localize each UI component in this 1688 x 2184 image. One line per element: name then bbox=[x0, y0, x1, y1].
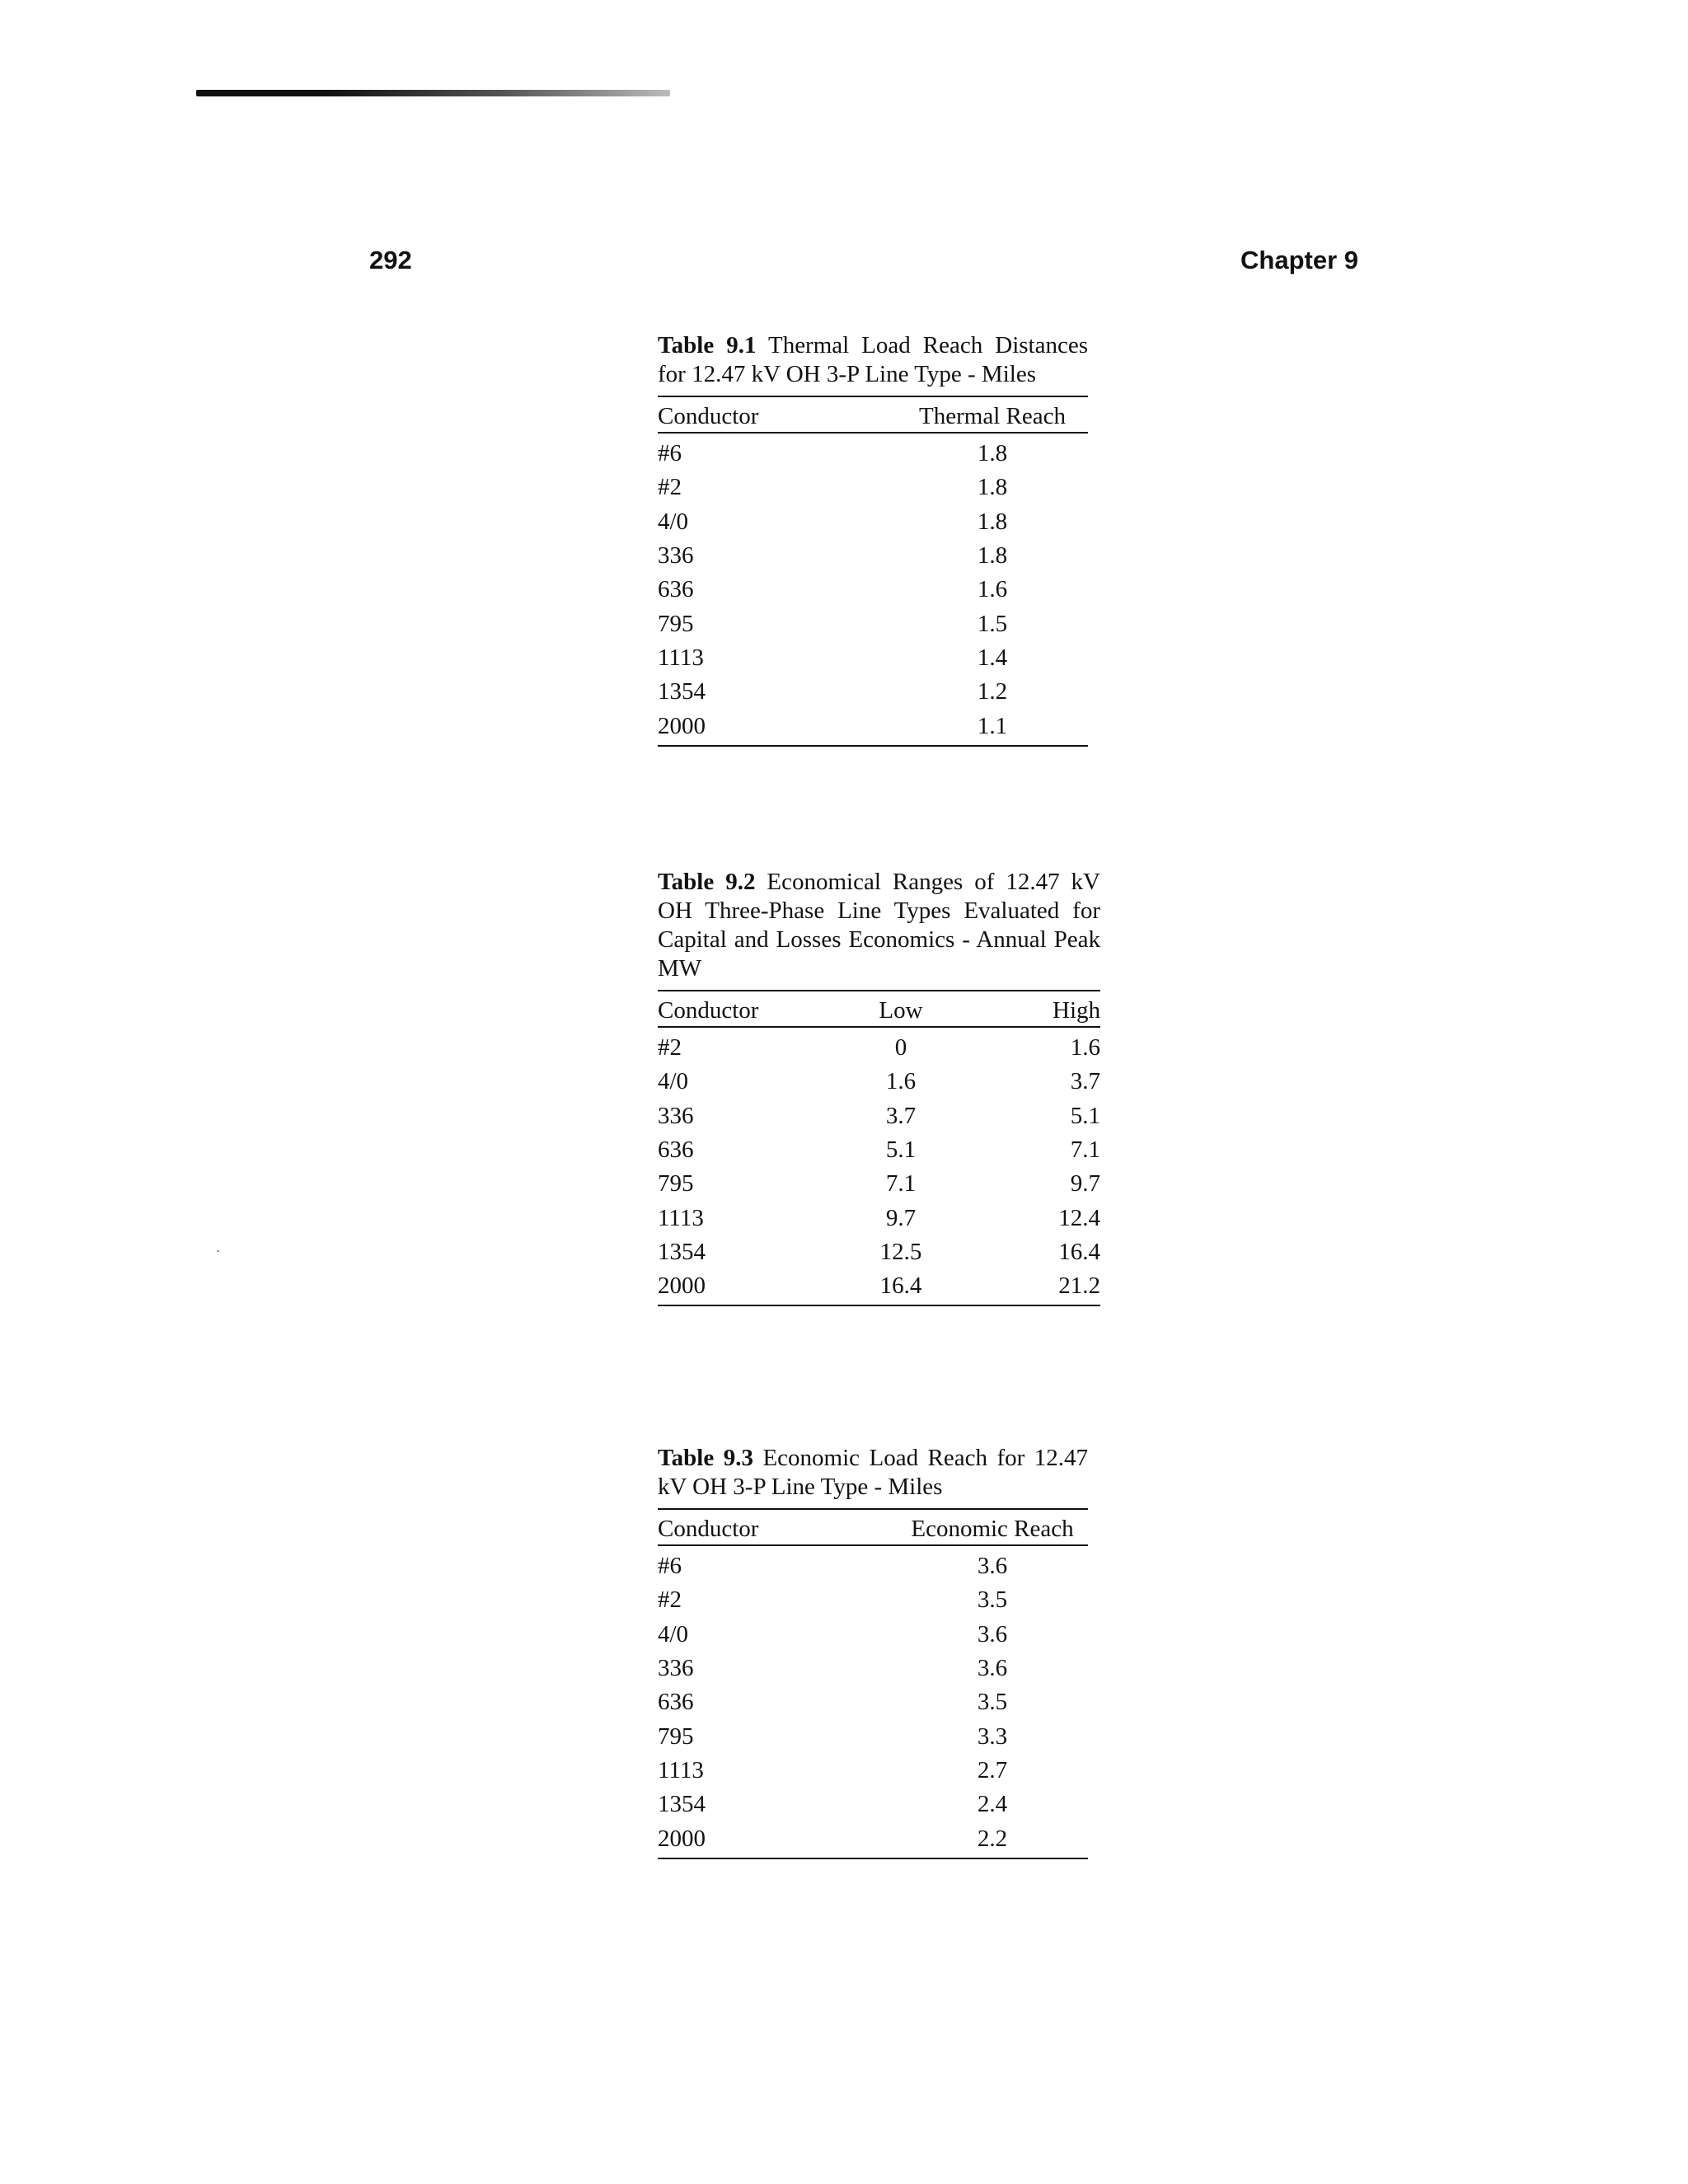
table-number: Table 9.2 bbox=[658, 869, 756, 895]
cell-conductor: 1113 bbox=[658, 1204, 704, 1231]
column-header-economic-reach: Economic Reach bbox=[911, 1515, 1074, 1542]
cell-conductor: 1354 bbox=[658, 678, 706, 705]
table-caption bbox=[658, 1444, 1088, 1502]
table-caption-text: Thermal Load Reach Distances for 12.47 kV OH 3-P Line Type - Miles bbox=[658, 332, 1088, 387]
column-header-conductor: Conductor bbox=[658, 1515, 759, 1542]
cell-high: 12.4 bbox=[1058, 1204, 1100, 1231]
cell-conductor: 1113 bbox=[658, 1756, 704, 1783]
table-row bbox=[658, 709, 1088, 743]
cell-high: 21.2 bbox=[1058, 1272, 1100, 1300]
table-caption-text: Economical Ranges of 12.47 kV OH Three-Phase Line Types Evaluated for Capital and Losses Economics - Annual Peak MW bbox=[658, 869, 1100, 982]
table-row bbox=[658, 437, 1088, 471]
cell-conductor: #2 bbox=[658, 1034, 682, 1062]
table-row bbox=[658, 1754, 1088, 1788]
table-row bbox=[658, 641, 1088, 675]
cell-thermal-reach: 1.6 bbox=[977, 576, 1008, 603]
column-header-conductor: Conductor bbox=[658, 402, 759, 429]
cell-low: 7.1 bbox=[885, 1170, 917, 1197]
cell-high: 5.1 bbox=[1070, 1102, 1100, 1129]
page-number: 292 bbox=[369, 246, 412, 274]
cell-conductor: 336 bbox=[658, 1102, 694, 1129]
cell-thermal-reach: 1.1 bbox=[977, 712, 1008, 739]
table-number: Table 9.3 bbox=[658, 1445, 753, 1471]
cell-thermal-reach: 1.8 bbox=[977, 474, 1008, 501]
table-caption-text: Economic Load Reach for 12.47 kV OH 3-P Line Type - Miles bbox=[658, 1445, 1088, 1500]
cell-low: 9.7 bbox=[885, 1204, 917, 1231]
table-row bbox=[658, 1167, 1100, 1201]
table-9-1 bbox=[658, 331, 1088, 747]
table-row bbox=[658, 1618, 1088, 1652]
table-row bbox=[658, 1031, 1100, 1065]
cell-economic-reach: 2.4 bbox=[977, 1791, 1008, 1818]
table-row bbox=[658, 573, 1088, 607]
cell-conductor: #6 bbox=[658, 440, 682, 467]
table-body bbox=[658, 1546, 1088, 1858]
table-row bbox=[658, 471, 1088, 504]
table-row bbox=[658, 675, 1088, 709]
table-number: Table 9.1 bbox=[658, 332, 757, 359]
cell-conductor: 2000 bbox=[658, 1825, 706, 1852]
cell-high: 16.4 bbox=[1058, 1238, 1100, 1265]
cell-conductor: 4/0 bbox=[658, 508, 689, 535]
cell-economic-reach: 3.6 bbox=[977, 1620, 1008, 1647]
table-row bbox=[658, 1065, 1100, 1099]
table-row bbox=[658, 539, 1088, 573]
cell-economic-reach: 2.2 bbox=[977, 1825, 1008, 1852]
cell-thermal-reach: 1.2 bbox=[977, 678, 1008, 705]
cell-high: 7.1 bbox=[1070, 1137, 1100, 1164]
cell-economic-reach: 3.6 bbox=[977, 1553, 1008, 1580]
cell-high: 3.7 bbox=[1070, 1068, 1100, 1095]
cell-low: 12.5 bbox=[879, 1238, 922, 1265]
cell-conductor: 795 bbox=[658, 610, 694, 637]
column-header-conductor: Conductor bbox=[658, 996, 759, 1024]
cell-high: 9.7 bbox=[1070, 1170, 1100, 1197]
cell-conductor: 795 bbox=[658, 1722, 694, 1750]
table-caption bbox=[658, 868, 1100, 983]
cell-conductor: 795 bbox=[658, 1170, 694, 1197]
table-row bbox=[658, 1652, 1088, 1685]
cell-thermal-reach: 1.4 bbox=[977, 644, 1008, 671]
column-header-low: Low bbox=[879, 996, 923, 1024]
table-body bbox=[658, 1028, 1100, 1305]
table-9-3 bbox=[658, 1444, 1088, 1859]
cell-conductor: 636 bbox=[658, 1689, 694, 1716]
table-row bbox=[658, 1201, 1100, 1235]
cell-conductor: 1354 bbox=[658, 1238, 706, 1265]
table-bottom-rule bbox=[658, 745, 1088, 747]
table-caption bbox=[658, 331, 1088, 389]
cell-high: 1.6 bbox=[1070, 1034, 1100, 1062]
table-bottom-rule bbox=[658, 1305, 1100, 1306]
column-header-high: High bbox=[1053, 996, 1100, 1024]
cell-low: 1.6 bbox=[885, 1068, 917, 1095]
cell-low: 5.1 bbox=[885, 1137, 917, 1164]
cell-conductor: 336 bbox=[658, 1655, 694, 1682]
table-header-row bbox=[658, 1513, 1088, 1544]
table-row bbox=[658, 1235, 1100, 1269]
table-row bbox=[658, 1821, 1088, 1855]
cell-economic-reach: 3.5 bbox=[977, 1586, 1008, 1614]
table-body bbox=[658, 434, 1088, 745]
table-top-rule bbox=[658, 1508, 1088, 1510]
table-row bbox=[658, 1583, 1088, 1617]
cell-economic-reach: 3.5 bbox=[977, 1689, 1008, 1716]
cell-conductor: 636 bbox=[658, 1137, 694, 1164]
column-header-thermal-reach: Thermal Reach bbox=[919, 402, 1066, 429]
cell-low: 3.7 bbox=[885, 1102, 917, 1129]
table-row bbox=[658, 1685, 1088, 1719]
cell-thermal-reach: 1.8 bbox=[977, 440, 1008, 467]
cell-conductor: #6 bbox=[658, 1553, 682, 1580]
table-row bbox=[658, 607, 1088, 640]
cell-thermal-reach: 1.8 bbox=[977, 508, 1008, 535]
cell-economic-reach: 3.3 bbox=[977, 1722, 1008, 1750]
cell-low: 16.4 bbox=[879, 1272, 922, 1300]
cell-low: 0 bbox=[894, 1034, 907, 1062]
cell-conductor: #2 bbox=[658, 1586, 682, 1614]
table-bottom-rule bbox=[658, 1858, 1088, 1859]
cell-conductor: 4/0 bbox=[658, 1068, 689, 1095]
table-header-row bbox=[658, 401, 1088, 432]
cell-thermal-reach: 1.5 bbox=[977, 610, 1008, 637]
cell-conductor: 636 bbox=[658, 576, 694, 603]
table-row bbox=[658, 1788, 1088, 1821]
table-row bbox=[658, 1099, 1100, 1133]
cell-economic-reach: 3.6 bbox=[977, 1655, 1008, 1682]
chapter-title: Chapter 9 bbox=[1240, 246, 1358, 274]
table-row bbox=[658, 505, 1088, 539]
cell-conductor: 2000 bbox=[658, 1272, 706, 1300]
table-header-row bbox=[658, 995, 1100, 1026]
cell-economic-reach: 2.7 bbox=[977, 1756, 1008, 1783]
cell-conductor: 4/0 bbox=[658, 1620, 689, 1647]
header-rule bbox=[196, 90, 670, 96]
table-row bbox=[658, 1549, 1088, 1583]
table-row bbox=[658, 1269, 1100, 1303]
table-9-2 bbox=[658, 868, 1100, 1306]
table-row bbox=[658, 1719, 1088, 1753]
cell-conductor: 2000 bbox=[658, 712, 706, 739]
table-top-rule bbox=[658, 990, 1100, 991]
cell-conductor: 336 bbox=[658, 542, 694, 569]
cell-conductor: 1354 bbox=[658, 1791, 706, 1818]
cell-conductor: 1113 bbox=[658, 644, 704, 671]
table-row bbox=[658, 1133, 1100, 1167]
scan-speck bbox=[217, 1250, 219, 1252]
cell-thermal-reach: 1.8 bbox=[977, 542, 1008, 569]
cell-conductor: #2 bbox=[658, 474, 682, 501]
table-top-rule bbox=[658, 396, 1088, 397]
